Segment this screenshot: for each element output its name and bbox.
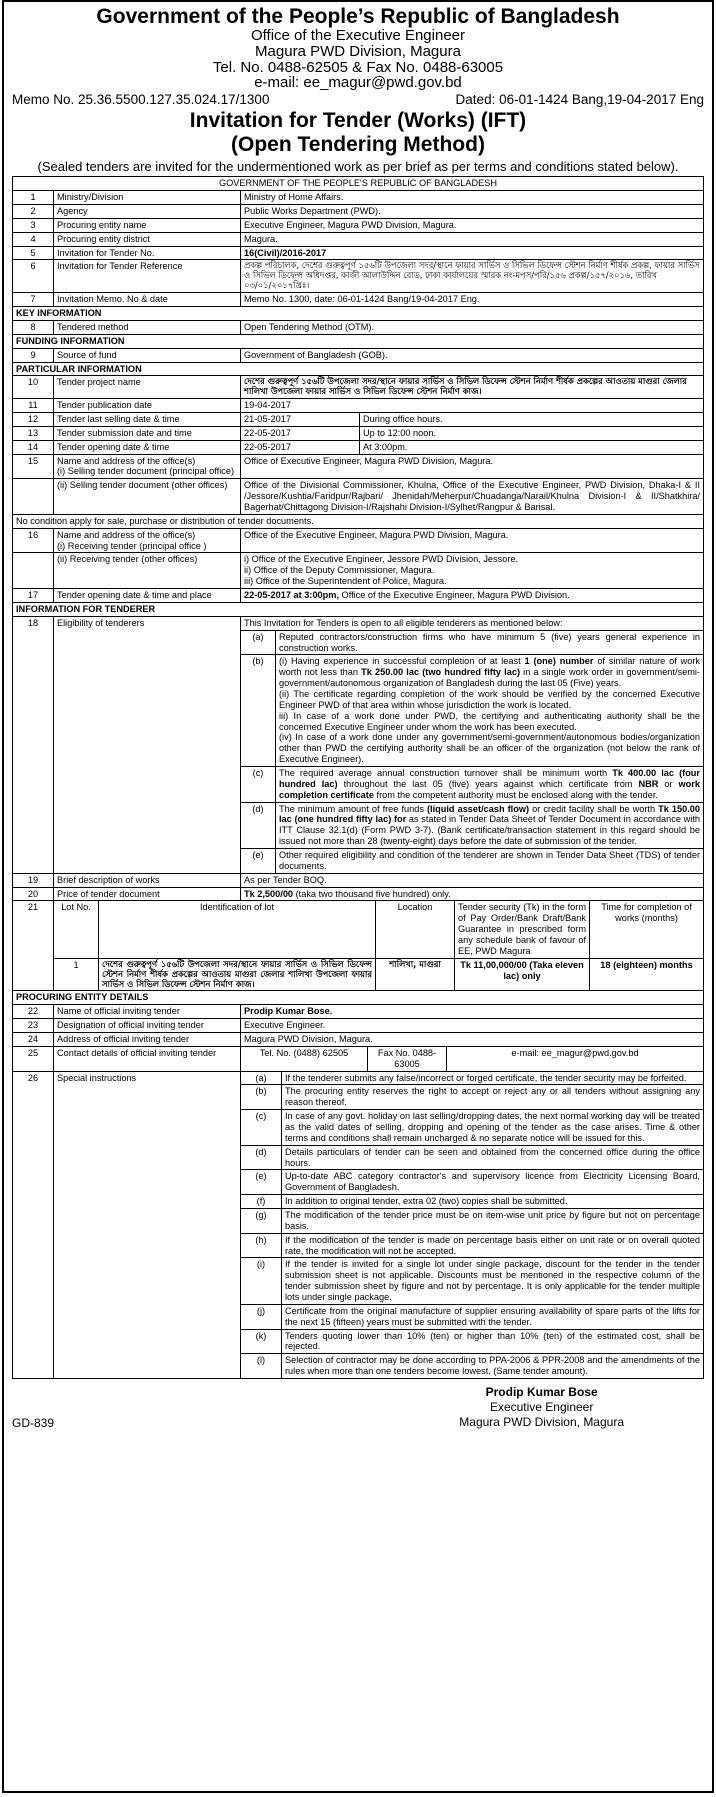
instruction-text: Tenders quoting lower than 10% (ten) or higher than 10% (ten) of the estimated cost, shall be rejected. [282, 1329, 704, 1354]
row-number: 25 [13, 1046, 54, 1071]
row-number: 12 [13, 413, 54, 427]
row-value: Public Works Department (PWD). [241, 205, 704, 219]
row-number: 23 [13, 1019, 54, 1033]
lot-location: শালিখা, মাগুরা [376, 958, 455, 990]
division-name: Magura PWD Division, Magura [255, 42, 461, 60]
office-line: i) Office of the Executive Engineer, Jessore PWD Division, Jessore. [244, 554, 519, 565]
table-row [13, 1005, 704, 1019]
instruction-text: In case of any govt. holiday on last selling/dropping dates, the next normal working day will be treated as the valid dates of selling, dropping and opening of the tender as the case arises. Time & other terms and conditions shall remain uncharged & no separate notice will be issued for this. [282, 1110, 704, 1146]
office-line: iii) Office of the Superintendent of Police, Magura. [244, 576, 447, 587]
row-label: Invitation for Tender Reference [54, 260, 241, 293]
project-name: দেশের গুরুত্বপূর্ণ ১৫৬টি উপজেলা সদর/স্থানে ফায়ার সার্ভিস ও সিভিল ডিফেন্স স্টেশন নির্মাণ শীর্ষক প্রকল্পের আওতায় মাগুরা জেলার শালিখা উপজেলা ফায়ার সার্ভিস ও সিভিল ডিফেন্স স্টেশন নির্মাণ কাজ। [241, 376, 704, 399]
row-label: Tender project name [54, 376, 241, 399]
instruction-row [241, 1145, 703, 1170]
section-key-information: KEY INFORMATION [13, 307, 704, 321]
special-instructions [241, 1071, 704, 1378]
table-row [13, 191, 704, 205]
instruction-row [241, 1258, 703, 1304]
instruction-row [241, 1354, 703, 1378]
row-number: 8 [13, 320, 54, 334]
row-number: 6 [13, 260, 54, 293]
row-value: Office of Executive Engineer, Magura PWD Division, Magura. [241, 454, 704, 479]
eligibility-text [276, 655, 704, 767]
table-row [13, 246, 704, 260]
instruction-row [241, 1195, 703, 1209]
row-value: Ministry of Home Affairs. [241, 191, 704, 205]
row-value [241, 440, 704, 454]
table-row [13, 218, 704, 232]
row-label: Designation of official inviting tender [54, 1019, 241, 1033]
row-number: 19 [13, 873, 54, 887]
row-label [54, 454, 241, 479]
row-label: Procuring entity name [54, 218, 241, 232]
row-value [241, 553, 704, 589]
row-time: During office hours. [363, 414, 443, 425]
row-label: Tender submission date and time [54, 426, 241, 440]
table-row [13, 553, 704, 589]
text-span: The required average annual construction turnover shall be minimum worth [279, 767, 613, 778]
signatory-office: Magura PWD Division, Magura [459, 1415, 624, 1430]
instruction-key: (h) [241, 1233, 282, 1258]
row-label: Invitation for Tender No. [54, 246, 241, 260]
row-label: Tender opening date & time [54, 440, 241, 454]
contact-email: e-mail: ee_magur@pwd.gov.bd [511, 1047, 639, 1058]
lot-completion-time: 18 (eighteen) months [590, 958, 704, 990]
table-row [13, 616, 704, 873]
eligibility-text [276, 802, 704, 848]
row-value: Magura PWD Division, Magura. [241, 1033, 704, 1047]
text-bold: (liquid asset/cash flow) [426, 803, 530, 814]
table-row [13, 293, 704, 307]
row-time: At 3:00pm. [363, 441, 408, 452]
memo-line [12, 92, 704, 107]
lot-security: Tk 11,00,000/00 (Taka eleven lac) only [455, 958, 590, 990]
table-header-row [13, 177, 704, 191]
instruction-row [241, 1209, 703, 1234]
eligibility-text: Other required eligibility and condition of the tenderer are shown in Tender Data Sheet (TDS) of tender documents. [276, 848, 704, 872]
row-number: 13 [13, 426, 54, 440]
tender-reference: প্রকল্প পরিচালক, দেশের গুরুত্বপূর্ণ ১৫৬টি উপজেলা সদর/স্থানে ফায়ার সার্ভিস ও সিভিল ডিফেন্স স্টেশন নির্মাণ শীর্ষক প্রকল্প, ফায়ার সার্ভিস ও সিভিল ডিফেন্স অধিদপ্তর, কাজী আলাউদ্দিন রোড, ঢাকা কার্যালয়ের স্মারক নং-মপস/পরি/১৫৬ প্রকল্প/১৫৭/২০১৬, তারিখ ০৩/০১/২০১৭খ্রিঃ। [241, 260, 704, 293]
row-label: Special instructions [54, 1071, 241, 1378]
table-row [13, 260, 704, 293]
row-number: 2 [13, 205, 54, 219]
table-row [13, 1033, 704, 1047]
title-line-2: (Open Tendering Method) [231, 133, 485, 157]
text-bold: Tk 2,500/00 [244, 888, 294, 899]
email: e-mail: ee_magur@pwd.gov.bd [254, 74, 462, 92]
eligibility-intro: This Invitation for Tenders is open to all eligible tenderers as mentioned below: [244, 617, 563, 628]
section-heading [13, 362, 704, 376]
office-name: Office of the Executive Engineer [250, 27, 465, 45]
instruction-key: (j) [241, 1304, 282, 1329]
row-value [241, 426, 704, 440]
instruction-text: Certificate from the original manufacture of supplier ensuring availability of spare parts of the lifts for the next 15 (fifteen) years must be submitted with the tender. [282, 1304, 704, 1329]
row-value: 19-04-2017 [241, 399, 704, 413]
row-value: Open Tendering Method (OTM). [241, 320, 704, 334]
row-value: Magura. [241, 232, 704, 246]
tender-table [12, 176, 704, 1379]
row-sublabel: (i) Receiving tender (principal office ) [57, 540, 207, 551]
text-bold: 1 (one) number [524, 656, 594, 667]
instruction-row [241, 1329, 703, 1354]
row-number: 1 [13, 191, 54, 205]
lot-number: 1 [54, 958, 99, 990]
row-number: 14 [13, 440, 54, 454]
instruction-row [241, 1110, 703, 1146]
section-heading [13, 602, 704, 616]
row-value: Office of the Executive Engineer, Magura PWD Division, Magura. [241, 528, 704, 553]
row-date: 22-05-2017 [241, 427, 360, 440]
table-row [13, 1019, 704, 1033]
row-label: Tender publication date [54, 399, 241, 413]
instruction-text: If the tender is invited for a single lot under single package, discount for the tender in the tender submission sheet is not applicable. Discounts must be mentioned in the respective column of the tender submission sheet by figure and not by percentage. It is only applicable for the tender multiple lots under single package. [282, 1258, 704, 1304]
row-number: 5 [13, 246, 54, 260]
document-code: GD-839 [12, 1416, 55, 1431]
table-row [13, 514, 704, 528]
lot-table [54, 901, 703, 990]
text-bold: NBR [638, 778, 659, 789]
row-label: Invitation Memo. No & date [54, 293, 241, 307]
row-number [13, 479, 54, 515]
table-row [13, 528, 704, 553]
contact-tel: Tel. No. (0488) 62505 [241, 1047, 368, 1071]
eligibility-text [276, 766, 704, 802]
signatory-name: Prodip Kumar Bose [485, 1385, 598, 1400]
lot-identification: দেশের গুরুত্বপূর্ণ ১৫৬টি উপজেলা সদর/স্থানে ফায়ার সার্ভিস ও সিভিল ডিফেন্স স্টেশন নির্মাণ শীর্ষক প্রকল্পের আওতায় মাগুরা জেলার শালিখা উপজেলা ফায়ার সার্ভিস ও সিভিল ডিফেন্স স্টেশন নির্মাণ কাজ। [99, 958, 376, 990]
text-span: in a single work order in government/semi-government/autonomous organization of Bangladesh during the last 05 (Five) years. [279, 667, 700, 689]
row-value [241, 887, 704, 901]
lot-header-row [54, 901, 703, 958]
tender-number: 16(Civil)/2016-2017 [241, 246, 704, 260]
row-number: 18 [13, 616, 54, 873]
row-number: 26 [13, 1071, 54, 1378]
office-line: ii) Office of the Deputy Commissioner, Magura. [244, 565, 435, 576]
text-span: from the competent authority must be enclosed along with the tender. [373, 789, 658, 800]
row-number: 17 [13, 589, 54, 603]
table-row [13, 479, 704, 515]
table-row [13, 376, 704, 399]
notice-title [12, 109, 704, 157]
text-bold: work completion certificate [279, 778, 700, 800]
instruction-row [241, 1304, 703, 1329]
instruction-row [241, 1072, 703, 1085]
row-value: Memo No. 1300, date: 06-01-1424 Bang/19-04-2017 Eng. [241, 293, 704, 307]
instruction-row [241, 1170, 703, 1195]
row-number [13, 553, 54, 589]
eligibility-key: (b) [241, 655, 276, 767]
text-span: or credit facility shall be worth [529, 803, 659, 814]
text-bold: Tk 400.00 lac (four hundred lac) [279, 767, 700, 789]
row-label: Ministry/Division [54, 191, 241, 205]
instruction-key: (d) [241, 1145, 282, 1170]
government-name: Government of the People’s Republic of Bangladesh [96, 5, 620, 28]
section-funding-information: FUNDING INFORMATION [13, 334, 704, 348]
table-row [13, 426, 704, 440]
contact-fax: Fax No. 0488-63005 [368, 1047, 447, 1071]
text-span: as stated in Tender Data Sheet of Tender Document in accordance with ITT Clause 32.1(d) (Form PWD 3-7). (Bank certificate/transaction statement in this regard should be issued not more than 28 (twenty-eight) days before the date of submission of the tender. [279, 814, 700, 847]
table-row [13, 873, 704, 887]
section-heading [13, 991, 704, 1005]
lot-row [54, 958, 703, 990]
instruction-key: (f) [241, 1195, 282, 1209]
table-row [13, 205, 704, 219]
section-information-for-tenderer: INFORMATION FOR TENDERER [13, 602, 704, 616]
instruction-key: (g) [241, 1209, 282, 1234]
row-label: Source of fund [54, 348, 241, 362]
opening-datetime: 22-05-2017 at 3:00pm, [244, 590, 339, 601]
instruction-text: The modification of the tender price must be on item-wise unit price by figure but not on percentage basis. [282, 1209, 704, 1234]
table-row [13, 348, 704, 362]
instruction-key: (a) [241, 1072, 282, 1085]
instruction-key: (k) [241, 1329, 282, 1354]
row-value: As per Tender BOQ. [241, 873, 704, 887]
eligibility-block [241, 616, 704, 873]
table-header: GOVERNMENT OF THE PEOPLE'S REPUBLIC OF BANGLADESH [13, 177, 704, 191]
row-label: Agency [54, 205, 241, 219]
instruction-key: (b) [241, 1085, 282, 1110]
text-bold: Tk 250.00 lac (two hundred fifty lac) [361, 667, 521, 678]
text-span: (taka two thousand five hundred) only. [293, 888, 451, 899]
row-label [54, 528, 241, 553]
row-label: Contact details of official inviting tender [54, 1046, 241, 1071]
lot-header: Location [376, 901, 455, 958]
instruction-text: Details particulars of tender can be seen and obtained from the concerned office during the office hours. [282, 1145, 704, 1170]
table-row [13, 589, 704, 603]
row-number: 16 [13, 528, 54, 553]
instruction-key: (c) [241, 1110, 282, 1146]
instructions-table [241, 1072, 703, 1378]
tender-notice-page [2, 0, 714, 1793]
tel-fax: Tel. No. 0488-62505 & Fax No. 0488-63005 [212, 58, 504, 76]
row-value: Executive Engineer, Magura PWD Division, Magura. [241, 218, 704, 232]
opening-place: Office of the Executive Engineer, Magura PWD Division. [339, 590, 570, 601]
signature-block [459, 1385, 624, 1430]
table-row [13, 901, 704, 991]
text-span: (i) Having experience in successful completion of at least [279, 656, 525, 667]
row-label: Tender last selling date & time [54, 413, 241, 427]
row-sublabel: (ii) Selling tender document (other offices) [54, 479, 241, 515]
table-row [13, 413, 704, 427]
instruction-key: (i) [241, 1258, 282, 1304]
row-value: Government of Bangladesh (GOB). [241, 348, 704, 362]
row-value [241, 413, 704, 427]
row-date: 22-05-2017 [241, 441, 360, 454]
text-span: of similar nature of work worth not less than [279, 656, 701, 678]
section-procuring-entity-details: PROCURING ENTITY DETAILS [13, 991, 704, 1005]
text-span: The minimum amount of free funds [279, 803, 427, 814]
instruction-text: If the tenderer submits any false/incorrect or forged certificate, the tender security may be forfeited. [282, 1072, 704, 1085]
table-row [13, 1046, 704, 1071]
title-line-1: Invitation for Tender (Works) (IFT) [189, 109, 527, 133]
signatory-title: Executive Engineer [489, 1400, 594, 1415]
row-label: Procuring entity district [54, 232, 241, 246]
row-value: Executive Engineer. [241, 1019, 704, 1033]
row-label: Price of tender document [54, 887, 241, 901]
row-number: 4 [13, 232, 54, 246]
lot-header: Identification of lot [99, 901, 376, 958]
row-label: Tendered method [54, 320, 241, 334]
row-label-text: Name and address of the office(s) [57, 529, 196, 540]
row-value [241, 589, 704, 603]
row-number: 21 [13, 901, 54, 991]
row-label-text: Name and address of the office(s) [57, 455, 196, 466]
table-row [13, 454, 704, 479]
eligibility-b-iii: iii) In case of a work done under PWD, the certifying and authenticating authority shall be the concerned Executive Engineer under whom the work has been executed. [279, 710, 700, 732]
table-row [13, 232, 704, 246]
lot-header: Time for completion of works (months) [590, 901, 704, 958]
row-number: 3 [13, 218, 54, 232]
row-label: Brief description of works [54, 873, 241, 887]
row-label: Eligibility of tenderers [54, 616, 241, 873]
row-number: 10 [13, 376, 54, 399]
eligibility-b-ii: (ii) The certificate regarding completion of the work should be verified by the concerned Executive Engineer PWD of that area within whose jurisdiction the work is located. [279, 688, 700, 710]
memo-date: Dated: 06-01-1424 Bang,19-04-2017 Eng [455, 92, 704, 108]
section-heading [13, 307, 704, 321]
row-number: 24 [13, 1033, 54, 1047]
memo-number: Memo No. 25.36.5500.127.35.024.17/1300 [12, 92, 270, 108]
text-bold: Tk 150.00 lac (one hundred fifty lac) for [279, 803, 700, 825]
row-number: 20 [13, 887, 54, 901]
row-value: Office of the Divisional Commissioner, Khulna, Office of the Executive Engineer, PWD Division, Dhaka-I & II /Jessore/Kushtia/Faridpur/Rajbari/ Jhenidah/Meherpur/Chuadanga/Narail/Khulna Division-I & II/Shatkhira/ Bagerhat/Chittagong Division-I/Rajshahi Division-I/Sylhet/Rangpur & Barisal. [241, 479, 704, 515]
lot-header: Tender security (Tk) in the form of Pay Order/Bank Draft/Bank Guarantee in prescribed form any schedule bank of favour of EE, PWD Magura [455, 901, 590, 958]
instruction-key: (l) [241, 1354, 282, 1378]
eligibility-key: (c) [241, 766, 276, 802]
lot-table-cell [54, 901, 704, 991]
instruction-text: In addition to original tender, extra 02 (two) copies shall be submitted. [282, 1195, 704, 1209]
row-number: 22 [13, 1005, 54, 1019]
text-span: throughout the last 05 (five) years against which certificate from [337, 778, 639, 789]
row-sublabel: (ii) Receiving tender (other offices) [54, 553, 241, 589]
instruction-row [241, 1233, 703, 1258]
row-sublabel: (i) Selling tender document (principal office) [57, 466, 235, 477]
row-date: 21-05-2017 [241, 413, 360, 426]
no-condition-note: No condition apply for sale, purchase or distribution of tender documents. [13, 514, 704, 528]
official-name: Prodip Kumar Bose. [241, 1005, 704, 1019]
eligibility-b-i [279, 656, 700, 689]
instruction-row [241, 1085, 703, 1110]
row-label: Address of official inviting tender [54, 1033, 241, 1047]
instruction-text: Selection of contractor may be done according to PPA-2006 & PPR-2008 and the amendments of the rules when more than one tenders become lowest. (Same tender amount). [282, 1354, 704, 1378]
row-number: 15 [13, 454, 54, 479]
eligibility-key: (e) [241, 848, 276, 872]
instruction-text: The procuring entity reserves the right to accept or reject any or all tenders without assigning any reason thereof. [282, 1085, 704, 1110]
eligibility-b-iv: (iv) In case of a work done under any government/semi-government/autonomous bodies/organization other than PWD the certifying authority shall be an officer of the organization (not below the rank of Executive Engineer). [279, 732, 700, 765]
row-label: Name of official inviting tender [54, 1005, 241, 1019]
table-row [13, 887, 704, 901]
lot-header: Lot No. [54, 901, 99, 958]
text-span: or [658, 778, 679, 789]
row-time: Up to 12:00 noon. [363, 427, 437, 438]
eligibility-key: (a) [241, 630, 276, 655]
table-row [13, 440, 704, 454]
eligibility-text: Reputed contractors/construction firms who have minimum 5 (five) years general experience in construction works. [276, 630, 704, 655]
table-row [13, 320, 704, 334]
contact-details [241, 1046, 704, 1071]
eligibility-key: (d) [241, 802, 276, 848]
row-number: 11 [13, 399, 54, 413]
row-label: Tender opening date & time and place [54, 589, 241, 603]
footer [12, 1385, 704, 1430]
instruction-text: Up-to-date ABC category contractor's and supervisory licence from Electricity Licensing Board, Government of Bangladesh. [282, 1170, 704, 1195]
instruction-key: (e) [241, 1170, 282, 1195]
section-particular-information: PARTICULAR INFORMATION [13, 362, 704, 376]
section-heading [13, 334, 704, 348]
table-row [13, 1071, 704, 1378]
intro-note: (Sealed tenders are invited for the undermentioned work as per brief as per terms and conditions stated below). [37, 159, 679, 175]
row-number: 9 [13, 348, 54, 362]
instruction-text: If the modification of the tender is made on percentage basis either on unit rate or on overall quoted rate, the modification will not be accepted. [282, 1233, 704, 1258]
letterhead [12, 6, 704, 91]
table-row [13, 399, 704, 413]
row-number: 7 [13, 293, 54, 307]
